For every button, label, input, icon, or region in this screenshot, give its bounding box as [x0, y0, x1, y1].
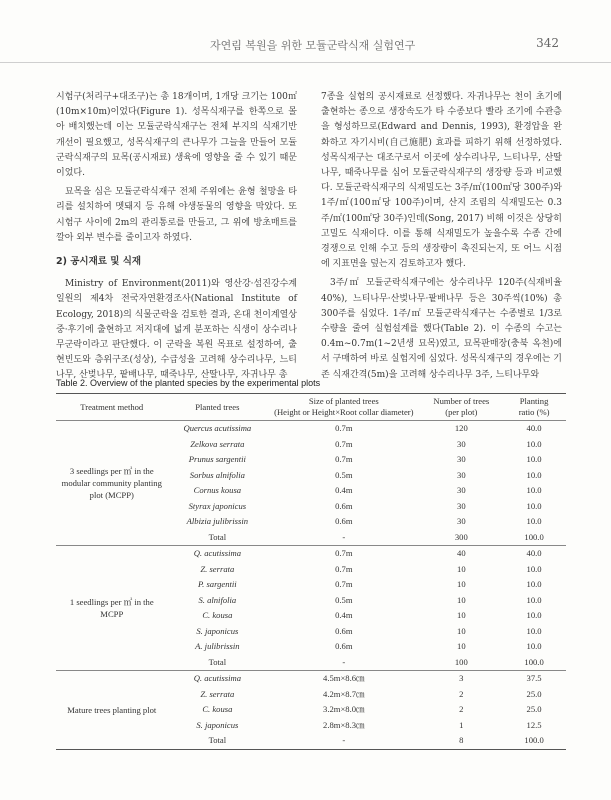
ratio-cell: 10.0: [526, 610, 542, 620]
species-cell: Zelkova serrata: [190, 438, 245, 449]
size-cell: 3.2m×8.0㎝: [323, 704, 365, 714]
group-method-mature: Mature trees planting plot: [56, 671, 168, 750]
species-cell: C. kousa: [202, 610, 233, 620]
total-number: 100: [420, 655, 502, 671]
header-number-line2: (per plot): [445, 407, 478, 417]
size-cell: 0.6m: [335, 641, 353, 651]
total-label: Total: [168, 655, 268, 671]
size-cell: 0.7m: [335, 423, 353, 433]
ratio-cell: 40.0: [526, 423, 542, 433]
ratio-cell: 40.0: [526, 548, 542, 558]
size-cell: 0.7m: [335, 454, 353, 464]
size-cell: 0.4m: [335, 610, 353, 620]
ratio-cell: 10.0: [526, 500, 542, 511]
header-ratio-line1: Planting: [519, 396, 549, 406]
ratio-cell: 10.0: [526, 579, 542, 589]
right-paragraph-1: 7종을 실험의 공시재료로 선정했다. 자귀나무는 천이 초기에 출현하는 종으로 생장속도가 타 수종보다 빨라 조기에 수관층을 형성하므로(Edward and Dennis, 1993), 환경압을 완화하고 자기시비(自己施肥) 효과를 피하기 위해 선정하였다. 성목식재구는 대조구로서 이곳에 상수리나무, 느티나무, 산딸나무, 때죽나무를 심어 모듈군락식재구의 생장량 등과 비교했다. 모듈군락식재구의 식재밀도는 3주/㎡(100㎡당 300주)와 1주/㎡(100㎡당 100주)이며, 산지 조림의 식재밀도는 0.3주/㎡(100㎡당 30주)인데(Song, 2017) 비해 이것은 상당히 고밀도 식재이다. 이를 통해 식재밀도가 높을수록 수종 간에 경쟁으로 인해 수고 등의 생장량이 촉진되는지, 또 어느 시점에 지표면을 덮는지 검토하고자 했다.: [321, 92, 562, 270]
total-label: Total: [168, 530, 268, 546]
size-cell: 4.5m×8.6㎝: [323, 673, 365, 683]
total-ratio: 100.0: [502, 530, 566, 546]
header-ratio-line2: ratio (%): [518, 407, 550, 417]
number-cell: 2: [459, 688, 464, 699]
left-paragraph-3: Ministry of Environment(2011)와 영산강·섬진강수계 일원의 제4차 전국자연환경조사(National Institute of Ecology, 2018)의 식물군락을 검토한 결과, 온대 천이계열상 중·후기에 출현하고 저지대에 넓게 분포하는 식생이 상수리나무군락이라고 판단했다. 이 군락을 복원 목표로 설정하여, 출현빈도와 층위구조(성상), 수급성을 고려해 상수리나무, 느티나무, 산벚나무, 팥배나무, 때죽나무, 산딸나무, 자귀나무 총: [56, 279, 297, 381]
number-cell: 10: [457, 641, 466, 651]
total-label: Total: [168, 733, 268, 749]
body-text: [56, 90, 562, 381]
species-cell: Albizia julibrissin: [186, 516, 249, 526]
number-cell: 10: [457, 579, 466, 589]
group-method-mcpp-1: 1 seedlings per ㎡ in the MCPP: [56, 546, 168, 671]
species-cell: P. sargentii: [198, 579, 237, 589]
number-cell: 30: [457, 485, 466, 495]
ratio-cell: 12.5: [526, 719, 542, 730]
header-planted-trees: Planted trees: [168, 394, 268, 421]
ratio-cell: 10.0: [526, 563, 542, 574]
size-cell: 0.5m: [335, 594, 353, 605]
number-cell: 3: [459, 673, 464, 683]
header-number: [420, 394, 502, 421]
ratio-cell: 10.0: [526, 516, 542, 526]
header-size-line1: Size of planted trees: [308, 396, 379, 406]
total-size: -: [267, 655, 420, 671]
number-cell: 1: [459, 719, 464, 730]
ratio-cell: 25.0: [526, 688, 542, 699]
size-cell: 0.5m: [335, 469, 353, 480]
size-cell: 0.4m: [335, 485, 353, 495]
table-row: [56, 421, 566, 437]
number-cell: 10: [457, 610, 466, 620]
number-cell: 2: [459, 704, 464, 714]
total-number: 8: [420, 733, 502, 749]
number-cell: 30: [457, 469, 466, 480]
header-treatment-method: Treatment method: [56, 394, 168, 421]
species-cell: Quercus acutissima: [183, 423, 252, 433]
total-ratio: 100.0: [502, 733, 566, 749]
right-column: [321, 90, 562, 387]
table-header-row: [56, 394, 566, 421]
ratio-cell: 25.0: [526, 704, 542, 714]
left-paragraph-1: 시험구(처리구+대조구)는 총 18개이며, 1개당 크기는 100㎡(10m×10m)이었다(Figure 1). 성목식재구를 한쪽으로 몰아 배치했는데 이는 모듈군락식재구는 전체 부지의 식재기반 개선이 필요했고, 성목식재구의 큰나무가 그늘을 만들어 모듈군락식재구의 묘목(공시재료) 생육에 영향을 줄 수 있기 때문이었다.: [56, 92, 297, 179]
left-paragraph-2: 묘목을 심은 모듈군락식재구 전체 주위에는 윤형 철망을 타리를 설치하여 멧돼지 등 유해 야생동물의 영향을 막았다. 또 시험구 사이에 2m의 관리통로를 만들고, 그 위에 방초매트를 깔아 외부 변수를 줄이고자 하였다.: [56, 187, 297, 243]
size-cell: 0.7m: [335, 438, 353, 449]
group-method-mcpp-3: 3 seedlings per ㎡ in the modular community planting plot (MCPP): [56, 421, 168, 546]
species-cell: S. japonicus: [196, 625, 239, 636]
number-cell: 10: [457, 594, 466, 605]
number-cell: 30: [457, 454, 466, 464]
size-cell: 2.8m×8.3㎝: [323, 719, 365, 730]
header-size-line2: (Height or Height×Root collar diameter): [274, 407, 414, 417]
planted-species-table: [56, 393, 566, 750]
table-row: [56, 546, 566, 562]
ratio-cell: 10.0: [526, 594, 542, 605]
size-cell: 0.7m: [335, 563, 353, 574]
species-cell: C. kousa: [202, 704, 233, 714]
ratio-cell: 10.0: [526, 625, 542, 636]
species-cell: Q. acutissima: [193, 673, 241, 683]
left-column: [56, 90, 297, 388]
size-cell: 4.2m×8.7㎝: [323, 688, 365, 699]
total-number: 300: [420, 530, 502, 546]
species-cell: S. japonicus: [196, 719, 239, 730]
species-cell: S. alnifolia: [198, 594, 237, 605]
ratio-cell: 10.0: [526, 641, 542, 651]
table-row: [56, 671, 566, 687]
species-cell: Q. acutissima: [193, 548, 241, 558]
species-cell: Cornus kousa: [193, 485, 242, 495]
total-size: -: [267, 530, 420, 546]
number-cell: 30: [457, 438, 466, 449]
number-cell: 120: [454, 423, 468, 433]
ratio-cell: 10.0: [526, 438, 542, 449]
header-ratio: [502, 394, 566, 421]
size-cell: 0.6m: [335, 625, 353, 636]
table-caption: Table 2. Overview of the planted species by the experimental plots: [56, 378, 321, 388]
species-cell: A. julibrissin: [195, 641, 240, 651]
species-cell: Z. serrata: [200, 563, 235, 574]
ratio-cell: 10.0: [526, 454, 542, 464]
species-cell: Sorbus alnifolia: [189, 469, 245, 480]
header-size: [267, 394, 420, 421]
species-cell: Prunus sargentii: [188, 454, 246, 464]
species-cell: Styrax japonicus: [188, 500, 247, 511]
right-paragraph-2: 3주/㎡ 모듈군락식재구에는 상수리나무 120주(식재비율 40%), 느티나무·산벚나무·팥배나무 등은 30주씩(10%) 총 300주를 심었다. 1주/㎡ 모듈군락식재구는 수종별로 1/3로 수량을 줄여 실험설계를 했다(Table 2). 이 수종의 수고는 0.4m~0.7m(1~2년생 묘목)였고, 묘목판매장(충북 옥천)에서 구매하여 바로 실험지에 심었다. 성목식재구의 경우에는 기존 식재간격(5m)을 고려해 상수리나무 3주, 느티나무와: [321, 278, 562, 380]
size-cell: 0.6m: [335, 500, 353, 511]
section-heading: 2) 공시재료 및 식재: [56, 256, 142, 268]
ratio-cell: 10.0: [526, 469, 542, 480]
running-header: [0, 0, 611, 63]
number-cell: 30: [457, 500, 466, 511]
size-cell: 0.7m: [335, 579, 353, 589]
size-cell: 0.7m: [335, 548, 353, 558]
number-cell: 40: [457, 548, 466, 558]
total-ratio: 100.0: [502, 655, 566, 671]
size-cell: 0.6m: [335, 516, 353, 526]
header-number-line1: Number of trees: [433, 396, 490, 406]
ratio-cell: 10.0: [526, 485, 542, 495]
running-title: 자연림 복원을 위한 모듈군락식재 실험연구: [210, 39, 416, 52]
number-cell: 30: [457, 516, 466, 526]
number-cell: 10: [457, 625, 466, 636]
number-cell: 10: [457, 563, 466, 574]
ratio-cell: 37.5: [526, 673, 542, 683]
page-number: 342: [536, 36, 559, 50]
species-cell: Z. serrata: [200, 688, 235, 699]
total-size: -: [267, 733, 420, 749]
